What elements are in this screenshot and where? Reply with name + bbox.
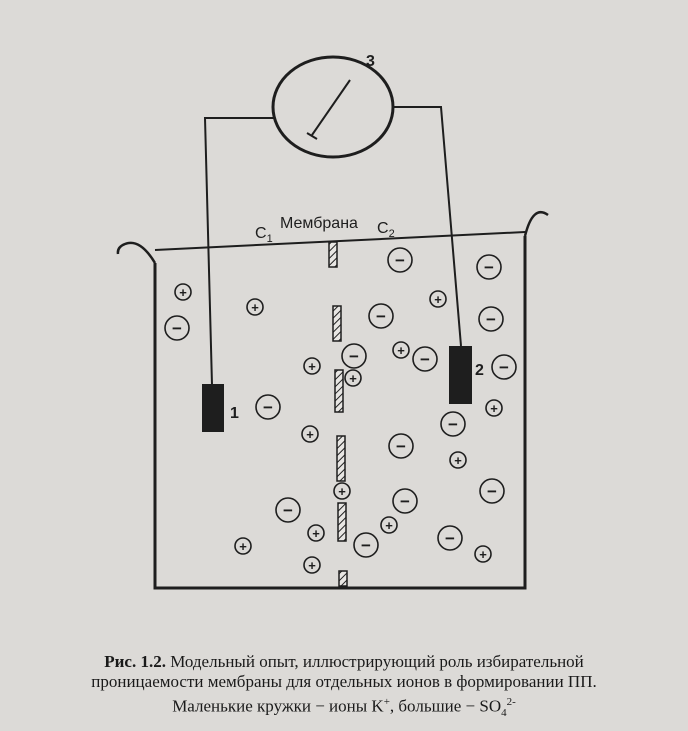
k-ion xyxy=(247,299,263,315)
so4-ion xyxy=(438,526,462,550)
caption-line-1 xyxy=(0,652,688,672)
k-ion xyxy=(381,517,397,533)
k-ion xyxy=(393,342,409,358)
so4-ion xyxy=(388,248,412,272)
c2-label: $C_2$ xyxy=(377,220,395,240)
svg-text:−: − xyxy=(420,350,430,369)
svg-text:+: + xyxy=(385,518,393,533)
so4-ion xyxy=(256,395,280,419)
svg-text:−: − xyxy=(486,310,496,329)
svg-text:+: + xyxy=(490,401,498,416)
svg-text:−: − xyxy=(448,415,458,434)
svg-text:+: + xyxy=(397,343,405,358)
so4-ion xyxy=(477,255,501,279)
svg-text:+: + xyxy=(306,427,314,442)
so4-ion xyxy=(342,344,366,368)
k-ion xyxy=(475,546,491,562)
so4-ion xyxy=(480,479,504,503)
figure-label: Рис. 1.2. xyxy=(104,652,166,671)
k-ion xyxy=(304,358,320,374)
k-ion xyxy=(304,557,320,573)
svg-text:−: − xyxy=(484,258,494,277)
caption-so4-charge: 2- xyxy=(506,696,516,708)
svg-text:−: − xyxy=(400,492,410,511)
c1-label: $C_1$ xyxy=(255,225,273,245)
wire-left xyxy=(205,118,275,385)
wire-right xyxy=(392,107,461,346)
caption-line-3-middle: , большие − SO xyxy=(389,696,502,716)
caption-line-2: проницаемости мембраны для отдельных ионов в формировании ПП. xyxy=(91,672,597,691)
svg-text:−: − xyxy=(263,398,273,417)
so4-ion xyxy=(165,316,189,340)
svg-text:+: + xyxy=(349,371,357,386)
k-ion xyxy=(308,525,324,541)
so4-ion xyxy=(492,355,516,379)
electrode-1-label: 1 xyxy=(230,405,239,422)
svg-text:+: + xyxy=(338,484,346,499)
svg-text:+: + xyxy=(179,285,187,300)
k-ion xyxy=(334,483,350,499)
svg-text:+: + xyxy=(479,547,487,562)
svg-text:+: + xyxy=(434,292,442,307)
electrode-2-label: 2 xyxy=(475,362,484,379)
svg-text:−: − xyxy=(445,529,455,548)
k-ion xyxy=(235,538,251,554)
svg-text:+: + xyxy=(454,453,462,468)
svg-text:−: − xyxy=(395,251,405,270)
svg-text:−: − xyxy=(172,319,182,338)
so4-ion xyxy=(354,533,378,557)
liquid-surface xyxy=(155,232,525,250)
so4-ion xyxy=(393,489,417,513)
svg-text:+: + xyxy=(308,359,316,374)
membrane xyxy=(329,242,347,586)
k-ion xyxy=(175,284,191,300)
voltmeter xyxy=(273,57,393,157)
caption-so4-subscript: 4 xyxy=(501,707,507,720)
so4-ion xyxy=(413,347,437,371)
figure-caption xyxy=(0,652,688,723)
svg-text:−: − xyxy=(487,482,497,501)
k-ion xyxy=(302,426,318,442)
k-ion xyxy=(486,400,502,416)
svg-text:+: + xyxy=(251,300,259,315)
beaker-right-lip xyxy=(525,212,548,236)
so4-ion xyxy=(389,434,413,458)
electrode-2 xyxy=(449,346,472,404)
svg-text:−: − xyxy=(376,307,386,326)
svg-text:−: − xyxy=(283,501,293,520)
so4-ion xyxy=(276,498,300,522)
svg-text:−: − xyxy=(396,437,406,456)
membrane-label: Мембрана xyxy=(280,215,358,232)
svg-text:+: + xyxy=(308,558,316,573)
caption-k-charge: + xyxy=(383,696,390,708)
so4-ion xyxy=(441,412,465,436)
k-ion xyxy=(345,370,361,386)
so4-ion xyxy=(369,304,393,328)
svg-text:+: + xyxy=(239,539,247,554)
caption-line-1-text: Модельный опыт, иллюстрирующий роль избирательной xyxy=(165,652,584,671)
svg-text:+: + xyxy=(312,526,320,541)
beaker-left-lip xyxy=(118,243,155,263)
k-ion xyxy=(430,291,446,307)
caption-line-3 xyxy=(0,692,688,723)
meter-label: 3 xyxy=(366,53,375,70)
k-ion xyxy=(450,452,466,468)
caption-line-3-prefix: Маленькие кружки − ионы K xyxy=(172,696,384,716)
svg-text:−: − xyxy=(349,347,359,366)
so4-ion xyxy=(479,307,503,331)
svg-text:−: − xyxy=(361,536,371,555)
svg-text:−: − xyxy=(499,358,509,377)
electrode-1 xyxy=(202,384,224,432)
